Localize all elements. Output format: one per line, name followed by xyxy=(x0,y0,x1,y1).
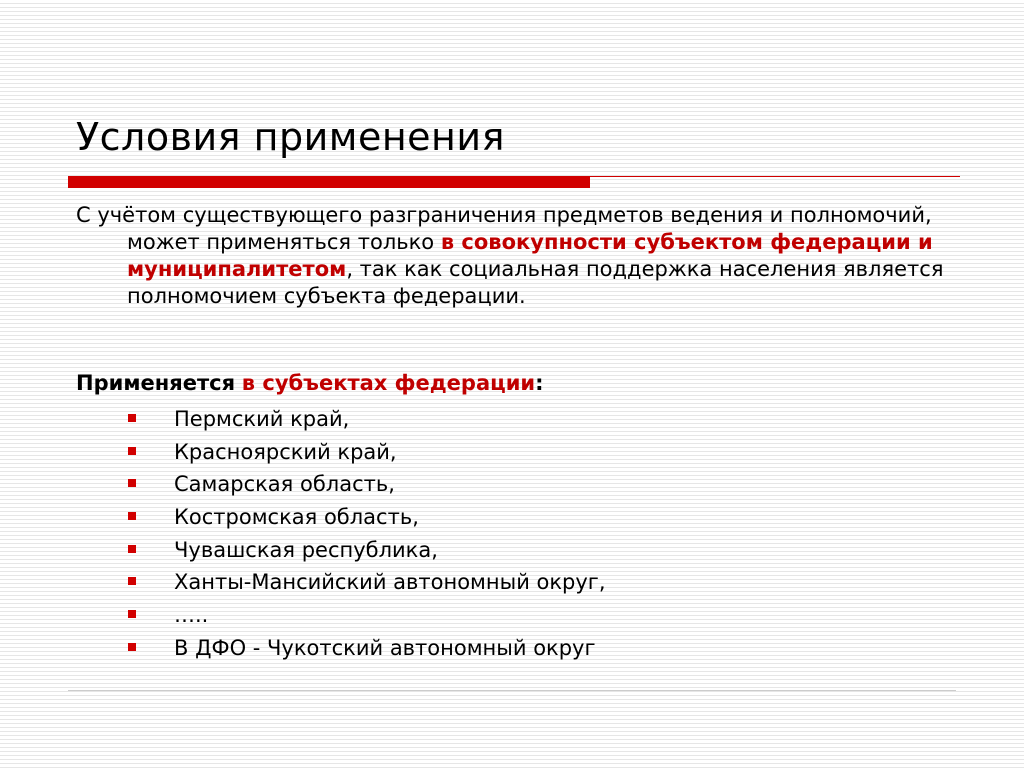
list-item-label: Чувашская республика, xyxy=(174,537,438,562)
list-item-label: Пермский край, xyxy=(174,407,350,431)
list-item-label: ….. xyxy=(174,603,209,628)
intro-paragraph xyxy=(76,202,1007,310)
title-underline-rule xyxy=(590,176,960,177)
list-item-label: В ДФО - Чукотский автономный округ xyxy=(174,635,596,660)
list-item xyxy=(128,501,606,534)
list-item xyxy=(128,566,606,599)
regions-heading-highlight: в субъектах федерации xyxy=(241,371,536,395)
regions-heading-colon: : xyxy=(535,371,544,395)
list-item xyxy=(128,599,606,632)
list-item-label: Ханты-Мансийский автономный округ, xyxy=(174,570,606,595)
bullet-square-icon xyxy=(128,610,136,618)
list-item xyxy=(128,468,606,501)
list-item-label: Самарская область, xyxy=(174,472,395,497)
regions-heading-lead: Применяется xyxy=(76,371,236,395)
intro-text-end: , так как социальная поддержка населения является полномочием субъекта федерации. xyxy=(127,257,944,308)
bullet-square-icon xyxy=(128,479,136,487)
list-item-label: Костромская область, xyxy=(174,505,419,530)
list-item xyxy=(128,403,606,436)
regions-heading xyxy=(76,370,544,397)
bottom-divider xyxy=(68,690,956,691)
title-underline-bar xyxy=(68,176,590,188)
bullet-square-icon xyxy=(128,447,136,455)
bullet-square-icon xyxy=(128,545,136,553)
slide-title: Условия применения xyxy=(76,115,505,159)
list-item xyxy=(128,632,606,665)
regions-list xyxy=(128,403,606,665)
bullet-square-icon xyxy=(128,643,136,651)
intro-highlight: в совокупности субъектом федерации и муниципалитетом xyxy=(127,230,933,281)
list-item-label: Красноярский край, xyxy=(174,439,397,464)
list-item xyxy=(128,534,606,567)
intro-text: С учётом существующего разграничения предметов ведения и полномочий, может применяться только xyxy=(76,203,932,254)
bullet-square-icon xyxy=(128,512,136,520)
bullet-square-icon xyxy=(128,577,136,585)
bullet-square-icon xyxy=(128,414,136,422)
list-item xyxy=(128,436,606,469)
